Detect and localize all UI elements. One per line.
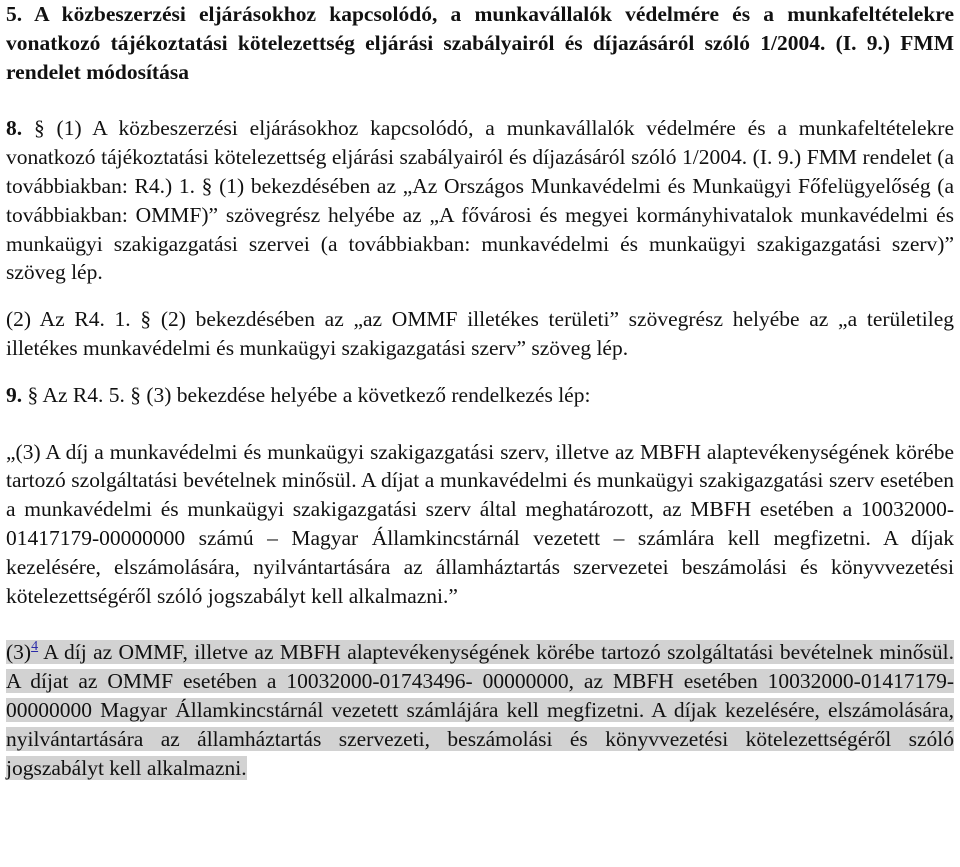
section-9-number: 9. <box>6 382 23 407</box>
shaded-previous-text-paragraph <box>6 638 954 782</box>
section-8-number: 8. <box>6 116 23 141</box>
document-page <box>6 0 954 782</box>
section-8-paragraph-1-text: § (1) A közbeszerzési eljárásokhoz kapcsolódó, a munkavállalók védelmére és a munkafeltételekre vonatkozó tájékoztatási kötelezettség eljárási szabályairól és díjazásáról szóló 1/2004. (I. 9.) FMM rendelet (a továbbiakban: R4.) 1. § (1) bekezdésében az „Az Országos Munkavédelmi és Munkaügyi Főfelügyelőség (a továbbiakban: OMMF)” szövegrész helyébe az „A fővárosi és megyei kormányhivatalok munkavédelmi és munkaügyi szakigazgatási szervei (a továbbiakban: munkavédelmi és munkaügyi szakigazgatási szerv)” szöveg lép. <box>6 116 954 285</box>
section-8-paragraph-1 <box>6 114 954 287</box>
section-9-paragraph <box>6 381 954 410</box>
shaded-text-block <box>6 640 954 779</box>
amended-quote-paragraph: „(3) A díj a munkavédelmi és munkaügyi szakigazgatási szerv, illetve az MBFH alaptevékenységének körébe tartozó szolgáltatási bevételnek minősül. A díjat a munkavédelmi és munkaügyi szakigazgatási szerv esetében a munkavédelmi és munkaügyi szakigazgatási szerv által meghatározott, az MBFH esetében a 10032000-01417179-00000000 számú – Magyar Államkincstárnál vezetett – számlára kell megfizetni. A díjak kezelésére, elszámolására, nyilvántartására az államháztartás szervezetei beszámolási és könyvvezetési kötelezettségéről szóló jogszabályt kell alkalmazni.” <box>6 439 954 608</box>
section-9-text: § Az R4. 5. § (3) bekezdése helyébe a következő rendelkezés lép: <box>22 382 591 407</box>
section-8-paragraph-2: (2) Az R4. 1. § (2) bekezdésében az „az OMMF illetékes területi” szövegrész helyébe az „a területileg illetékes munkavédelmi és munkaügyi szakigazgatási szerv” szöveg lép. <box>6 307 954 360</box>
shaded-paragraph-number: (3) <box>6 640 32 665</box>
section-heading: 5. A közbeszerzési eljárásokhoz kapcsolódó, a munkavállalók védelmére és a munkafeltételekre vonatkozó tájékoztatási kötelezettség eljárási szabályairól és díjazásáról szóló 1/2004. (I. 9.) FMM rendelet módosítása <box>6 2 954 84</box>
shaded-paragraph-text: A díj az OMMF, illetve az MBFH alaptevékenységének körébe tartozó szolgáltatási bevételnek minősül. A díjat az OMMF esetében a 10032000-01743496- 00000000, az MBFH esetében 10032000-01417179- 00000000 Magyar Államkincstárnál vezetett számlájára kell megfizetni. A díjak kezelésére, elszámolására, nyilvántartására az államháztartás szervezeti, beszámolási és könyvvezetési kötelezettségéről szóló jogszabályt kell alkalmazni. <box>6 640 954 780</box>
footnote-link[interactable]: 4 <box>31 639 39 655</box>
